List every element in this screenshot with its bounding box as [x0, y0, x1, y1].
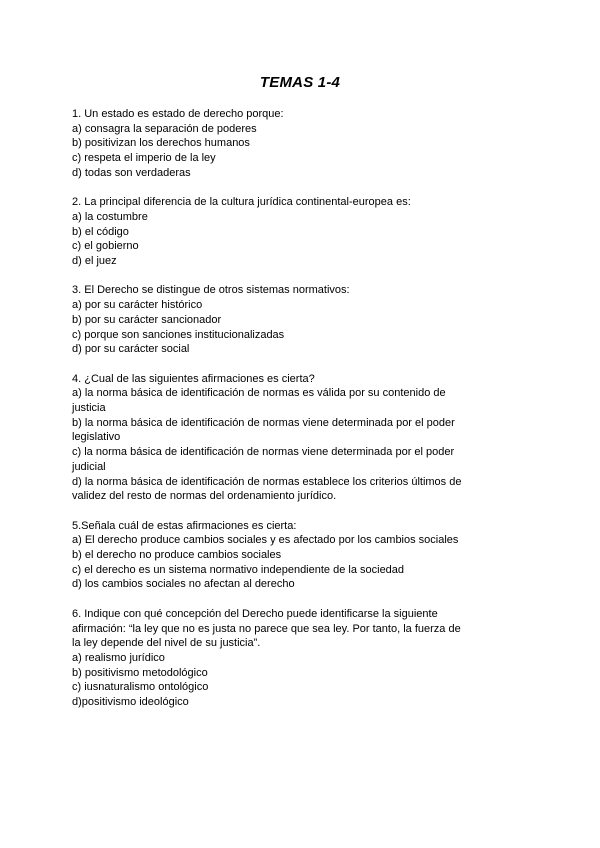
answer-option: d) la norma básica de identificación de normas establece los criterios últimos de validez del resto de normas del ordenamiento jurídico. [72, 475, 462, 503]
answer-option: c) iusnaturalismo ontológico [72, 681, 209, 694]
answer-option: c) porque son sanciones institucionalizadas [72, 328, 285, 341]
answer-option: d) el juez [72, 255, 117, 268]
answer-option: b) positivizan los derechos humanos [72, 137, 250, 150]
answer-option: b) la norma básica de identificación de normas viene determinada por el poder legislativo [72, 416, 455, 444]
answer-option: c) respeta el imperio de la ley [72, 152, 216, 165]
question-text: 5.Señala cuál de estas afirmaciones es cierta: [72, 519, 297, 532]
question-text: 3. El Derecho se distingue de otros sistemas normativos: [72, 284, 350, 297]
question-2 [72, 195, 472, 269]
question-text: 2. La principal diferencia de la cultura jurídica continental-europea es: [72, 196, 411, 209]
answer-option: a) El derecho produce cambios sociales y es afectado por los cambios sociales [72, 534, 459, 547]
page-title: TEMAS 1-4 [259, 74, 341, 91]
answer-option: d) los cambios sociales no afectan al derecho [72, 578, 295, 591]
answer-option: d)positivismo ideológico [72, 696, 189, 709]
answer-option: d) todas son verdaderas [72, 166, 191, 179]
answer-option: b) el código [72, 225, 129, 238]
answer-option: a) la norma básica de identificación de normas es válida por su contenido de justicia [72, 387, 446, 415]
answer-option: b) positivismo metodológico [72, 666, 208, 679]
answer-option: c) el gobierno [72, 240, 139, 253]
question-text: 6. Indique con qué concepción del Derecho puede identificarse la siguiente afirmación: “la ley que no es justa no parece que sea ley. Por tanto, la fuerza de la ley depende del nivel de su justicia”. [72, 607, 461, 650]
answer-option: a) la costumbre [72, 210, 148, 223]
question-4 [72, 372, 472, 504]
question-text: 1. Un estado es estado de derecho porque: [72, 108, 284, 120]
question-1 [72, 107, 472, 181]
question-5 [72, 519, 472, 593]
question-3 [72, 283, 472, 357]
answer-option: a) consagra la separación de poderes [72, 122, 257, 135]
answer-option: b) el derecho no produce cambios sociales [72, 549, 282, 562]
answer-option: a) realismo jurídico [72, 651, 165, 664]
answer-option: c) la norma básica de identificación de normas viene determinada por el poder judicial [72, 446, 455, 473]
answer-option: a) por su carácter histórico [72, 299, 203, 312]
question-list [72, 107, 472, 724]
answer-option: d) por su carácter social [72, 343, 190, 356]
answer-option: c) el derecho es un sistema normativo independiente de la sociedad [72, 563, 405, 576]
question-text: 4. ¿Cual de las siguientes afirmaciones es cierta? [72, 372, 315, 385]
answer-option: b) por su carácter sancionador [72, 313, 222, 326]
question-6 [72, 607, 472, 710]
